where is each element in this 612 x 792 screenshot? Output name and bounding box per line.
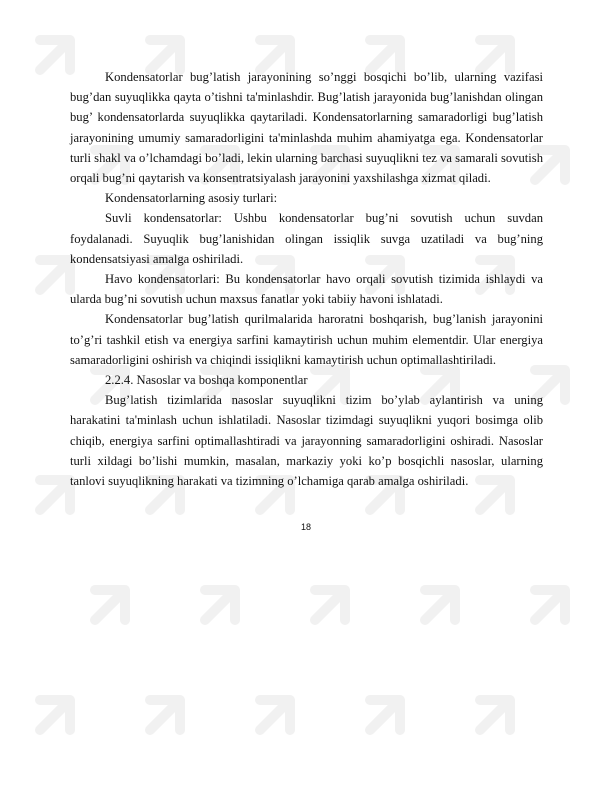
paragraph-condensers-summary: Kondensatorlar bug’latish qurilmalarida haroratni boshqarish, bug’lanish jarayonini to’g’ri tashkil etish va energiya sarfini kamaytirish uchun muhim elementdir. Ular energiya samaradorligini oshirish va chiqindi issiqlikni kamaytirish uchun optimallashtiriladi.: [70, 312, 543, 367]
paragraph-condensers-intro: Kondensatorlar bug’latish jarayonining so’nggi bosqichi bo’lib, ularning vazifasi bug’dan suyuqlikka qayta o’tishni ta'minlashdir. Bug’latish jarayonida bug’lanishdan olingan bug’ kondensatorlarda suyuqlikka qaytariladi. Kondensatorlarning samaradorligi bug’latish jarayonining umumiy samaradorligini ta'minlashda muhim ahamiyatga ega. Kondensatorlar turli shakl va o’lchamdagi bo’ladi, lekin ularning barchasi suyuqlikni tez va samarali sovutish orqali bug’ni qaytarish va konsentratsiyalash jarayonini yaxshilashga xizmat qiladi.: [70, 70, 543, 186]
page-number: 18: [300, 522, 311, 532]
paragraph-air-condensers: Havo kondensatorlari: Bu kondensatorlar havo orqali sovutish tizimida ishlaydi va ularda bug’ni sovutish uchun maxsus fanatlar yoki tabiiy havoni ishlatadi.: [70, 272, 543, 307]
section-heading: 2.2.4. Nasoslar va boshqa komponentlar: [105, 373, 308, 388]
paragraph-condenser-types-title: Kondensatorlarning asosiy turlari:: [105, 191, 278, 206]
paragraph-water-condensers: Suvli kondensatorlar: Ushbu kondensatorlar bug’ni sovutish uchun suvdan foydalanadi. Suyuqlik bug’lanishidan olingan issiqlik suvga uzatiladi va bug’ning kondensatsiyasi amalga oshiriladi.: [70, 211, 543, 266]
page-body: [70, 67, 543, 491]
paragraph-pumps: Bug’latish tizimlarida nasoslar suyuqlikni tizim bo’ylab aylantirish va uning harakatini ta'minlash uchun ishlatiladi. Nasoslar tizimdagi suyuqlikni yuqori bosimga olib chiqib, energiya sarfini optimallashtiradi va jarayonning samaradorligini oshiradi. Nasoslar turli xildagi bo’lishi mumkin, masalan, markaziy yoki ko’p bosqichli nasoslar, ularning tanlovi suyuqlikning harakati va tizimning o’lchamiga qarab amalga oshiriladi.: [70, 393, 543, 489]
